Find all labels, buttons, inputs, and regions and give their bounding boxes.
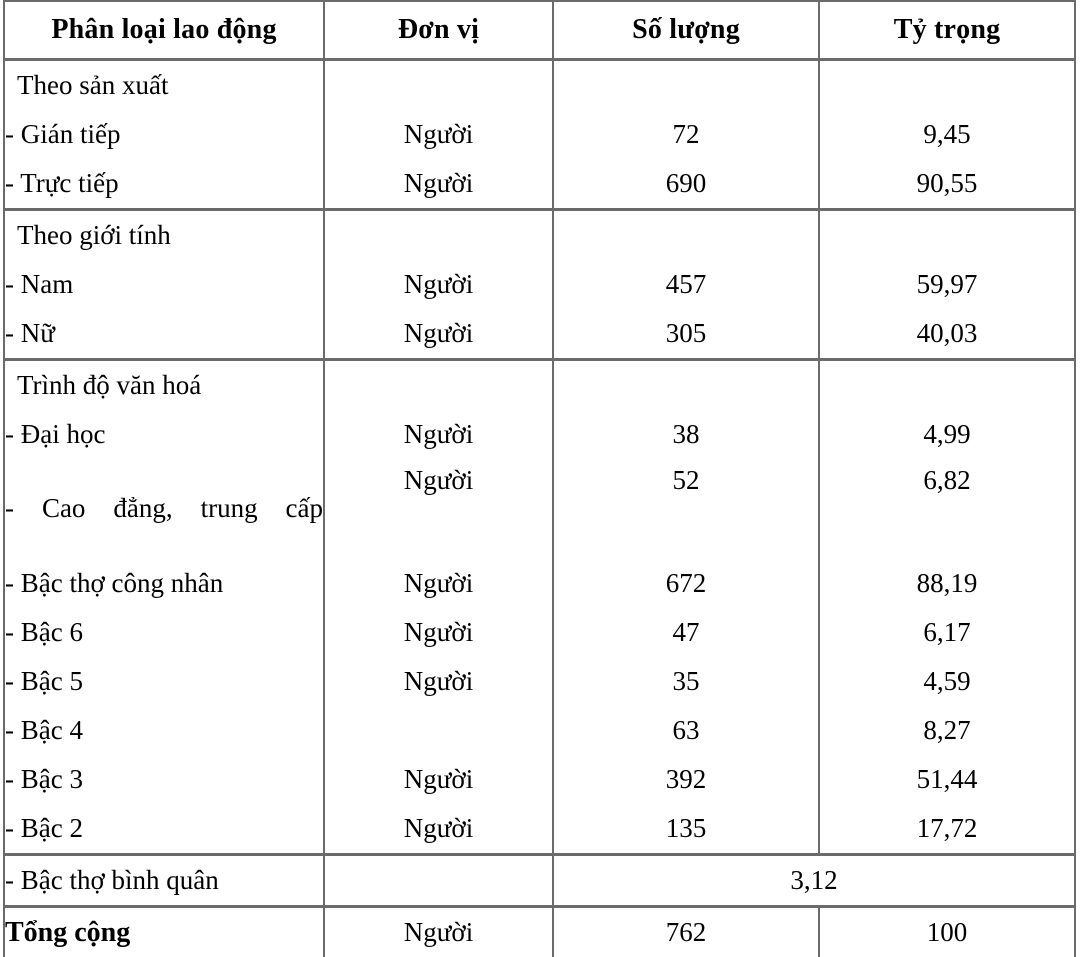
row-quantity: 392 (553, 755, 819, 804)
section-title-quantity-empty (553, 210, 819, 261)
section-title-ratio-empty (819, 360, 1075, 411)
row-category: - Nữ (4, 309, 324, 360)
row-quantity: 38 (553, 410, 819, 459)
total-label: Tổng cộng (4, 907, 324, 957)
row-ratio: 17,72 (819, 804, 1075, 855)
table-row (4, 110, 1075, 159)
row-category: - Bậc 2 (4, 804, 324, 855)
table-row (4, 309, 1075, 360)
row-ratio: 4,99 (819, 410, 1075, 459)
column-header-unit: Đơn vị (324, 1, 553, 60)
total-quantity: 762 (553, 907, 819, 957)
table-row (4, 804, 1075, 855)
section-title-quantity-empty (553, 360, 819, 411)
row-unit: Người (324, 657, 553, 706)
average-grade-unit-empty (324, 855, 553, 907)
row-ratio: 59,97 (819, 260, 1075, 309)
row-quantity: 305 (553, 309, 819, 360)
row-ratio: 51,44 (819, 755, 1075, 804)
section-title-ratio-empty (819, 60, 1075, 111)
row-ratio: 40,03 (819, 309, 1075, 360)
row-quantity: 690 (553, 159, 819, 210)
row-unit: Người (324, 459, 553, 559)
total-unit: Người (324, 907, 553, 957)
row-category: - Bậc 4 (4, 706, 324, 755)
row-ratio: 6,17 (819, 608, 1075, 657)
row-quantity: 72 (553, 110, 819, 159)
row-ratio: 88,19 (819, 559, 1075, 608)
average-grade-row (4, 855, 1075, 907)
row-category: - Bậc 5 (4, 657, 324, 706)
table-row (4, 159, 1075, 210)
row-unit: Người (324, 608, 553, 657)
column-header-ratio: Tỷ trọng (819, 1, 1075, 60)
row-unit: Người (324, 159, 553, 210)
section-title: Trình độ văn hoá (4, 360, 324, 411)
section-title-unit-empty (324, 360, 553, 411)
section-title-quantity-empty (553, 60, 819, 111)
row-quantity: 135 (553, 804, 819, 855)
table-row (4, 559, 1075, 608)
row-unit: Người (324, 110, 553, 159)
row-ratio: 9,45 (819, 110, 1075, 159)
table-row (4, 706, 1075, 755)
row-unit: Người (324, 755, 553, 804)
section-title: Theo giới tính (4, 210, 324, 261)
table-header-row (4, 1, 1075, 60)
row-ratio: 6,82 (819, 459, 1075, 559)
column-header-quantity: Số lượng (553, 1, 819, 60)
row-quantity: 47 (553, 608, 819, 657)
section-title: Theo sản xuất (4, 60, 324, 111)
average-grade-label: - Bậc thợ bình quân (4, 855, 324, 907)
row-category: - Đại học (4, 410, 324, 459)
total-row (4, 907, 1075, 957)
row-unit (324, 706, 553, 755)
table-row (4, 755, 1075, 804)
labor-classification-table (3, 0, 1076, 957)
row-category: - Bậc thợ công nhân (4, 559, 324, 608)
row-unit: Người (324, 260, 553, 309)
table-row (4, 657, 1075, 706)
section-title-row (4, 60, 1075, 111)
row-unit: Người (324, 804, 553, 855)
row-quantity: 52 (553, 459, 819, 559)
section-title-row (4, 210, 1075, 261)
section-title-row (4, 360, 1075, 411)
row-ratio: 8,27 (819, 706, 1075, 755)
row-ratio: 90,55 (819, 159, 1075, 210)
row-unit: Người (324, 410, 553, 459)
row-category: - Bậc 6 (4, 608, 324, 657)
table-row (4, 260, 1075, 309)
row-quantity: 63 (553, 706, 819, 755)
section-title-ratio-empty (819, 210, 1075, 261)
row-unit: Người (324, 309, 553, 360)
section-title-unit-empty (324, 60, 553, 111)
row-ratio: 4,59 (819, 657, 1075, 706)
row-category: - Gián tiếp (4, 110, 324, 159)
table-row (4, 608, 1075, 657)
row-unit: Người (324, 559, 553, 608)
table-row (4, 459, 1075, 559)
average-grade-value: 3,12 (553, 855, 1075, 907)
row-category: - Nam (4, 260, 324, 309)
table-row (4, 410, 1075, 459)
row-quantity: 672 (553, 559, 819, 608)
section-title-unit-empty (324, 210, 553, 261)
row-category: - Cao đẳng, trung cấp (4, 459, 324, 559)
total-ratio: 100 (819, 907, 1075, 957)
row-quantity: 457 (553, 260, 819, 309)
labor-classification-table-container (3, 0, 1077, 957)
row-quantity: 35 (553, 657, 819, 706)
row-category: - Trực tiếp (4, 159, 324, 210)
column-header-category: Phân loại lao động (4, 1, 324, 60)
row-category: - Bậc 3 (4, 755, 324, 804)
